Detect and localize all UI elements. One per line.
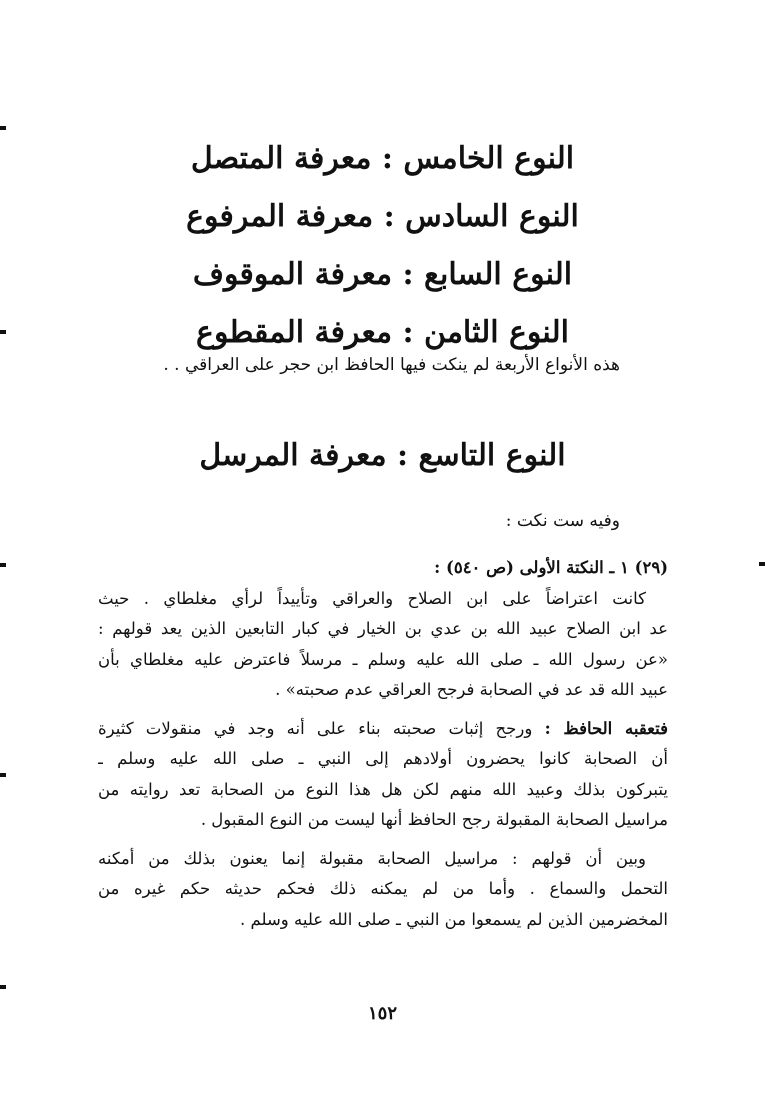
paragraph-2-line: يتبركون بذلك وعبيد الله منهم لكن هل هذا النوع من الصحابة تعد روايته من [98,779,668,799]
heading-type-9: النوع التاسع : معرفة المرسل [199,438,566,473]
paragraph-3-line: التحمل والسماع . وأما من لم يمكنه ذلك فحكم حديثه حكم غيره من [98,879,668,898]
page-number: ١٥٢ [367,1003,397,1024]
paragraph-1-line: عبيد الله قد عد في الصحابة فرجح العراقي عدم صحبته» . [275,680,668,699]
paragraph-1-line: كانت اعتراضاً على ابن الصلاح والعراقي وتأييداً لرأي مغلطاي . حيث [98,588,646,608]
paragraph-2-lead: فتعقبه الحافظ : [544,718,668,738]
paragraph-2-line: مراسيل الصحابة المقبولة رجح الحافظ أنها ليست من النوع المقبول . [200,810,668,829]
heading-type-8: النوع الثامن : معرفة المقطوع [196,315,569,350]
scan-margin-mark [0,563,6,567]
heading-type-7: النوع السابع : معرفة الموقوف [192,257,573,292]
nukta-heading: (٢٩) ١ ـ النكتة الأولى (ص ٥٤٠) : [434,558,668,577]
paragraph-2-line [98,714,668,745]
paragraph-1-line: «عن رسول الله ـ صلى الله عليه وسلم ـ مرسلاً فاعترض عليه مغلطاي بأن [98,649,668,669]
scan-margin-mark [759,562,765,566]
intro-line: وفيه ست نكت : [505,511,620,531]
heading-type-5: النوع الخامس : معرفة المتصل [190,141,575,176]
paragraph-3-line: وبين أن قولهم : مراسيل الصحابة مقبولة إنما يعنون بذلك من أمكنه [98,848,646,868]
paragraph-3-line: المخضرمين الذين لم يسمعوا من النبي ـ صلى الله عليه وسلم . [240,909,668,929]
scan-margin-mark [0,773,6,777]
heading-type-6: النوع السادس : معرفة المرفوع [186,199,579,234]
paragraph-2-first-rest: ورجح إثبات صحبته بناء على أنه وجد في منقولات كثيرة [98,718,545,738]
body-text [98,553,668,935]
scan-margin-mark [0,985,6,989]
paragraph-2-line: أن الصحابة كانوا يحضرون أولادهم إلى النبي ـ صلى الله عليه وسلم ـ [98,749,668,768]
note-line: هذه الأنواع الأربعة لم ينكت فيها الحافظ ابن حجر على العراقي . . [163,355,620,375]
paragraph-1-line: عد ابن الصلاح عبيد الله بن عدي بن الخيار في كبار التابعين الذين يعد قولهم : [98,619,668,638]
chapter-headings [0,130,765,362]
